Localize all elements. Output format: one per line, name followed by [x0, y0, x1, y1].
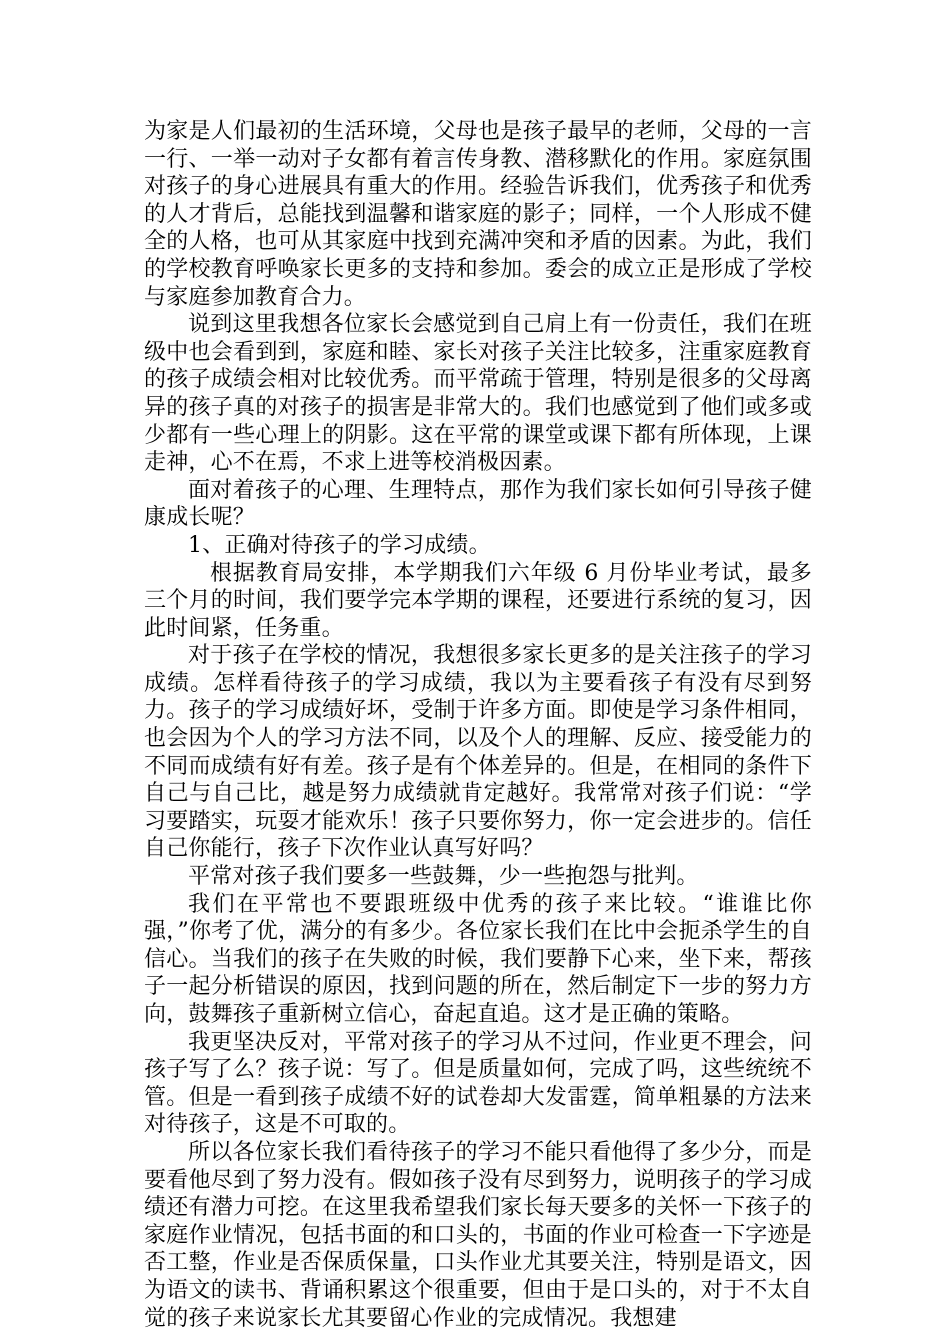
section-heading-1: 1、正确对待孩子的学习成绩。: [188, 532, 491, 558]
paragraph-homework-attention: 所以各位家长我们看待孩子的学习不能只看他得了多少分，而是要看他尽到了努力没有。假如孩子没有尽到努力，说明孩子的学习成绩还有潜力可挖。在这里我希望我们家长每天要多的关怀一下孩子的家庭作业情况，包括书面的和口头的，书面的作业可检查一下字迹是否工整，作业是否保质保量，口头作业尤其要关注，特别是语文，因为语文的读书、背诵积累这个很重要，但由于是口头的，对于不太自觉的孩子来说家长尤其要留心作业的完成情况。我想建: [144, 1139, 812, 1331]
document-page: [144, 118, 812, 1332]
paragraph-guiding-question: 面对着孩子的心理、生理特点，那作为我们家长如何引导孩子健康成长呢？: [144, 477, 812, 531]
paragraph-oppose-neglect: 我更坚决反对，平常对孩子的学习从不过问，作业更不理会，问孩子写了么？孩子说：写了。但是质量如何，完成了吗，这些统统不管。但是一看到孩子成绩不好的试卷却大发雷霆，简单粗暴的方法来对待孩子，这是不可取的。: [144, 1029, 812, 1138]
paragraph-family-environment: 为家是人们最初的生活环境，父母也是孩子最早的老师，父母的一言一行、一举一动对子女都有着言传身教、潜移默化的作用。家庭氛围对孩子的身心进展具有重大的作用。经验告诉我们，优秀孩子和优秀的人才背后，总能找到温馨和谐家庭的影子；同样，一个人形成不健全的人格，也可从其家庭中找到充满冲突和矛盾的因素。为此，我们的学校教育呼唤家长更多的支持和参加。委会的成立正是形成了学校与家庭参加教育合力。: [144, 119, 812, 310]
paragraph-no-comparison: 我们在平常也不要跟班级中优秀的孩子来比较。“谁谁比你强，”你考了优，满分的有多少。各位家长我们在比中会扼杀学生的自信心。当我们的孩子在失败的时候，我们要静下心来，坐下来，帮孩子一起分析错误的原因，找到问题的所在，然后制定下一步的努力方向，鼓舞孩子重新树立信心，奋起直追。这才是正确的策略。: [144, 891, 812, 1027]
paragraph-parent-responsibility: 说到这里我想各位家长会感觉到自己肩上有一份责任，我们在班级中也会看到到，家庭和睦、家长对孩子关注比较多，注重家庭教育的孩子成绩会相对比较优秀。而平常疏于管理，特别是很多的父母离异的孩子真的对孩子的损害是非常大的。我们也感觉到了他们或多或少都有一些心理上的阴影。这在平常的课堂或课下都有所体现，上课走神，心不在焉，不求上进等校消极因素。: [144, 312, 812, 476]
paragraph-encouragement: 平常对孩子我们要多一些鼓舞，少一些抱怨与批判。: [188, 864, 699, 890]
paragraph-exam-schedule: 根据教育局安排，本学期我们六年级 6 月份毕业考试，最多三个月的时间，我们要学完本学期的课程，还要进行系统的复习，因此时间紧，任务重。: [144, 560, 812, 641]
paragraph-learning-results: 对于孩子在学校的情况，我想很多家长更多的是关注孩子的学习成绩。怎样看待孩子的学习成绩，我以为主要看孩子有没有尽到努力。孩子的学习成绩好坏，受制于许多方面。即使是学习条件相同，也会因为个人的学习方法不同，以及个人的理解、反应、接受能力的不同而成绩有好有差。孩子是有个体差异的。但是，在相同的条件下自己与自己比，越是努力成绩就肯定越好。我常常对孩子们说：“学习要踏实，玩耍才能欢乐！孩子只要你努力，你一定会进步的。信任自己你能行，孩子下次作业认真写好吗？: [144, 643, 812, 862]
